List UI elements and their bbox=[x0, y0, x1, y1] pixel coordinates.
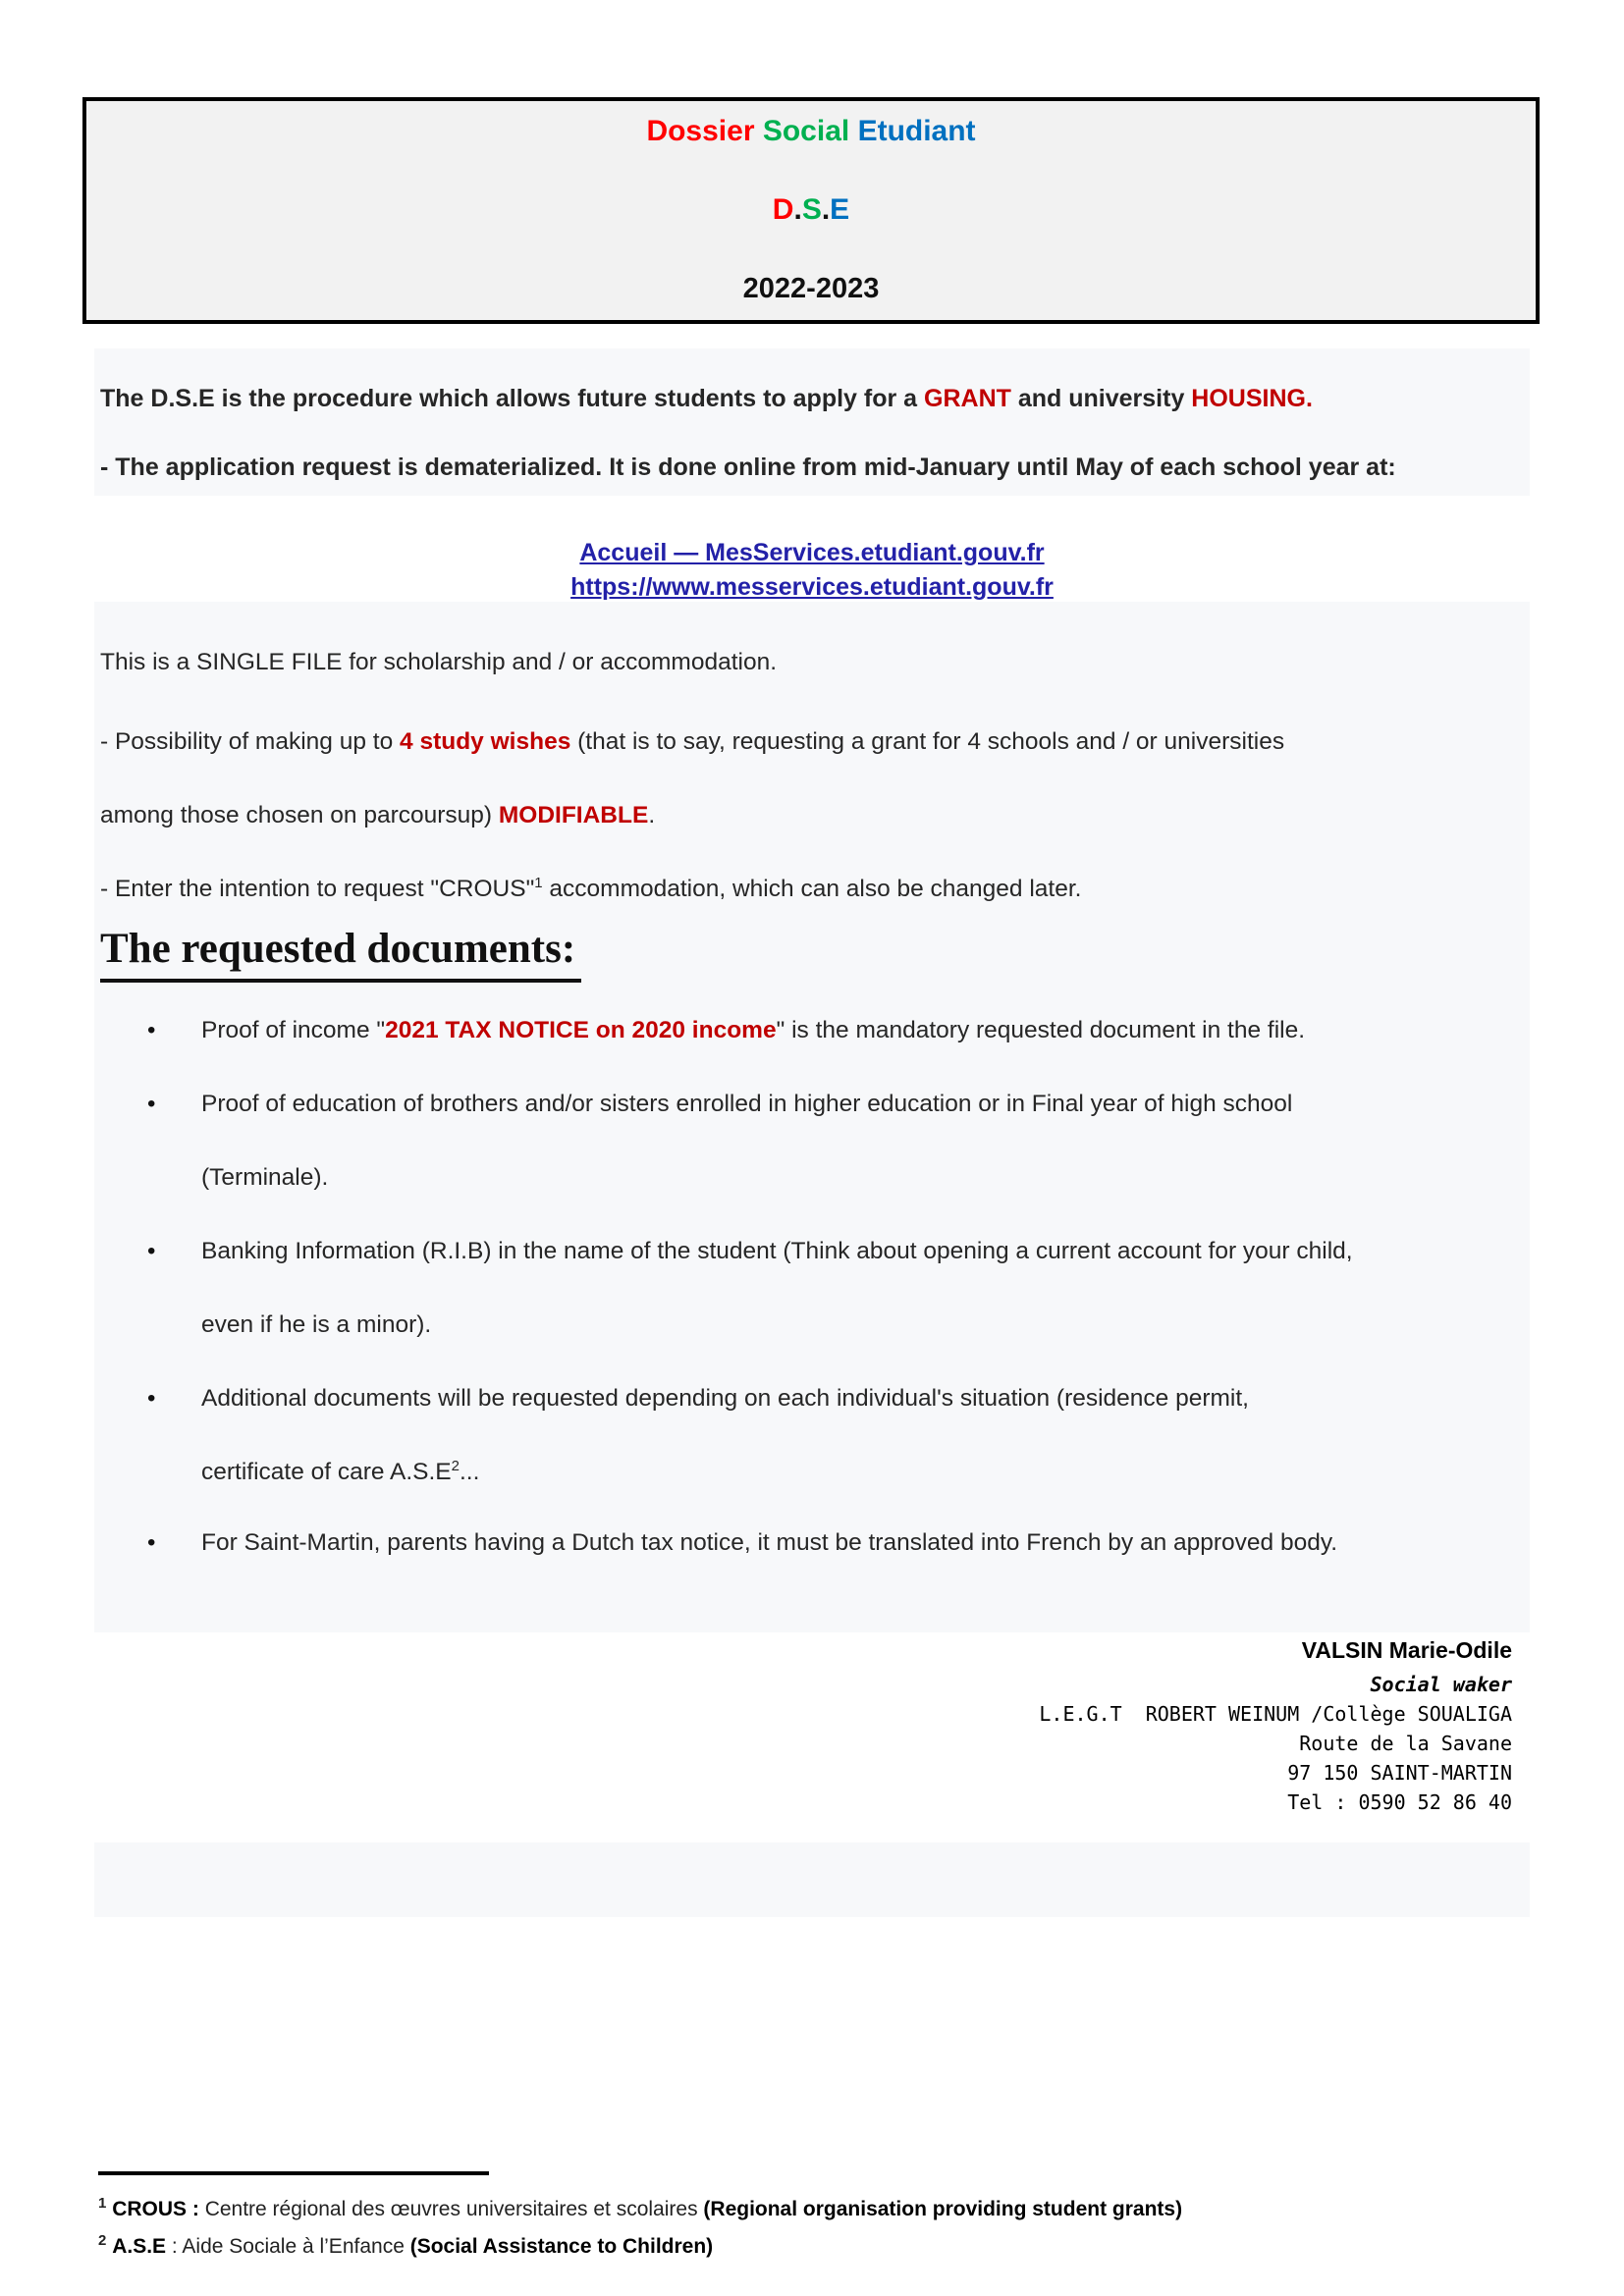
crous-post: accommodation, which can also be changed later. bbox=[542, 876, 1082, 902]
document-abbreviation bbox=[86, 193, 1536, 227]
intro-grant-emphasis: GRANT bbox=[924, 385, 1011, 412]
footnotes-section bbox=[98, 2171, 1182, 2266]
messervices-home-link[interactable]: Accueil — MesServices.etudiant.gouv.fr bbox=[579, 539, 1045, 566]
footnote-ase bbox=[98, 2228, 1182, 2266]
school-year: 2022-2023 bbox=[742, 273, 880, 304]
messervices-url-link[interactable]: https://www.messervices.etudiant.gouv.fr bbox=[570, 573, 1054, 601]
parcoursup-post: . bbox=[648, 802, 656, 828]
bullet-marker: • bbox=[147, 1091, 156, 1117]
footnote-2-definition: : Aide Sociale à l’Enfance bbox=[166, 2235, 410, 2258]
bullet-education-line2: (Terminale). bbox=[201, 1164, 329, 1191]
bullet-saint-martin: For Saint-Martin, parents having a Dutch tax notice, it must be translated into French by an approved body. bbox=[201, 1529, 1338, 1556]
footnote-1-term: CROUS : bbox=[112, 2198, 199, 2220]
main-content-section bbox=[94, 602, 1530, 1632]
intro-p1-text: The D.S.E is the procedure which allows future students to apply for a bbox=[100, 385, 925, 412]
signature-street: Route de la Savane bbox=[1299, 1732, 1512, 1755]
wishes-post: (that is to say, requesting a grant for 4 schools and / or universities bbox=[570, 728, 1285, 755]
footnote-1-number: 1 bbox=[98, 2195, 107, 2212]
paragraph-study-wishes bbox=[100, 727, 1284, 757]
bullet-additional-line2 bbox=[201, 1458, 479, 1487]
paragraph-crous bbox=[100, 875, 1081, 904]
income-pre: Proof of income " bbox=[201, 1017, 386, 1043]
bullet-banking-line1: Banking Information (R.I.B) in the name of the student (Think about opening a current account for your child, bbox=[201, 1238, 1353, 1264]
title-word-etudiant: Etudiant bbox=[857, 115, 976, 147]
footnote-1-translation: (Regional organisation providing student grants) bbox=[703, 2198, 1183, 2220]
intro-p1-mid: and university bbox=[1010, 385, 1192, 412]
bullet-banking-line2: even if he is a minor). bbox=[201, 1311, 432, 1338]
signature-name: VALSIN Marie-Odile bbox=[1301, 1637, 1512, 1663]
intro-section bbox=[94, 348, 1530, 496]
bullet-marker: • bbox=[147, 1529, 156, 1556]
signature-phone: Tel : 0590 52 86 40 bbox=[1287, 1790, 1512, 1814]
tax-notice-emphasis: 2021 TAX NOTICE on 2020 income bbox=[385, 1017, 777, 1043]
intro-housing-emphasis: HOUSING. bbox=[1191, 385, 1313, 412]
signature-org: L.E.G.T ROBERT WEINUM /Collège SOUALIGA bbox=[1039, 1702, 1512, 1726]
bullet-additional-line1: Additional documents will be requested depending on each individual's situation (residence permit, bbox=[201, 1385, 1249, 1412]
bullet-education-line1: Proof of education of brothers and/or sisters enrolled in higher education or in Final year of high school bbox=[201, 1091, 1293, 1117]
requested-documents-heading: The requested documents: bbox=[100, 926, 581, 983]
intro-paragraph-1 bbox=[100, 384, 1313, 413]
footnote-1-definition: Centre régional des œuvres universitaires et scolaires bbox=[198, 2198, 704, 2220]
bullet-income bbox=[201, 1016, 1305, 1045]
footnote-2-term: A.S.E bbox=[112, 2235, 167, 2258]
income-post: " is the mandatory requested document in the file. bbox=[776, 1017, 1306, 1043]
bullet-marker: • bbox=[147, 1238, 156, 1264]
wishes-pre: - Possibility of making up to bbox=[100, 728, 401, 755]
abbr-d: D bbox=[772, 193, 794, 226]
document-title bbox=[86, 115, 1536, 148]
ase-footnote-ref: 2 bbox=[451, 1457, 460, 1474]
footnote-separator bbox=[98, 2171, 489, 2175]
footnote-2-translation: (Social Assistance to Children) bbox=[409, 2235, 714, 2258]
signature-block bbox=[1039, 1635, 1512, 1817]
ase-pre: certificate of care A.S.E bbox=[201, 1459, 452, 1485]
empty-shaded-strip bbox=[94, 1842, 1530, 1917]
abbr-dot: . bbox=[793, 193, 802, 226]
title-word-social: Social bbox=[762, 115, 850, 147]
bullet-marker: • bbox=[147, 1385, 156, 1412]
modifiable-emphasis: MODIFIABLE bbox=[498, 802, 649, 828]
wishes-emphasis: 4 study wishes bbox=[400, 728, 571, 755]
footnote-crous bbox=[98, 2191, 1182, 2228]
parcoursup-pre: among those chosen on parcoursup) bbox=[100, 802, 499, 828]
title-word-dossier: Dossier bbox=[646, 115, 755, 147]
links-section bbox=[0, 536, 1624, 605]
abbr-s: S bbox=[801, 193, 822, 226]
crous-footnote-ref: 1 bbox=[534, 874, 543, 891]
paragraph-parcoursup bbox=[100, 801, 655, 830]
signature-city: 97 150 SAINT-MARTIN bbox=[1287, 1761, 1512, 1785]
title-box bbox=[82, 97, 1540, 324]
crous-pre: - Enter the intention to request "CROUS" bbox=[100, 876, 535, 902]
signature-role: Social waker bbox=[1370, 1673, 1512, 1696]
footnote-2-number: 2 bbox=[98, 2232, 107, 2249]
paragraph-single-file: This is a SINGLE FILE for scholarship and / or accommodation. bbox=[100, 649, 778, 675]
abbr-e: E bbox=[830, 193, 850, 226]
intro-paragraph-2: - The application request is dematerialized. It is done online from mid-January until May of each school year at: bbox=[100, 454, 1396, 481]
ase-post: ... bbox=[460, 1459, 480, 1485]
bullet-marker: • bbox=[147, 1017, 156, 1043]
abbr-dot: . bbox=[821, 193, 831, 226]
